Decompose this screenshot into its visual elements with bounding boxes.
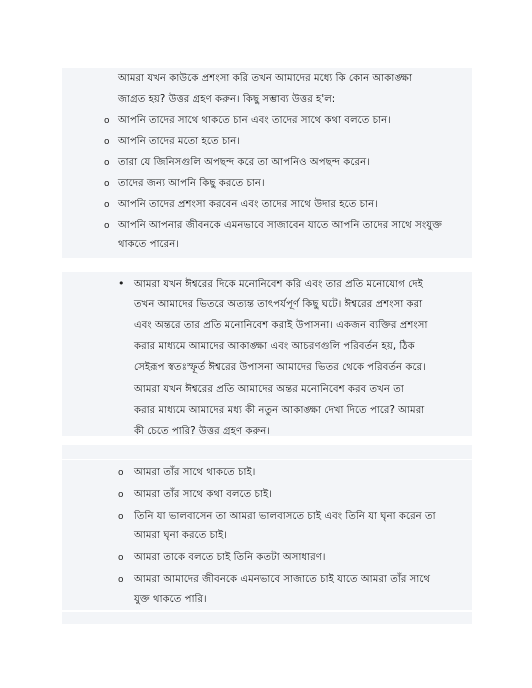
circle-bullet-icon: o [104,137,110,147]
circle-bullet-icon: o [118,553,124,563]
circle-bullet-icon: o [104,221,110,231]
list-item: তারা যে জিনিসগুলি অপছন্দ করে তা আপনিও অপছন্দ করেন। [118,157,370,168]
list-item-continuation: যুক্ত থাকতে পারি। [134,594,207,605]
list-item-continuation: থাকতে পারেন। [118,239,179,250]
list-item: আমরা তাঁর সাথে কথা বলতে চাই। [134,489,272,500]
circle-bullet-icon: o [104,179,110,189]
text-band [62,460,472,610]
list-item-continuation: আমরা ঘৃনা করতে চাই। [134,530,228,541]
paragraph-line: আমরা যখন ঈশ্বরের প্রতি আমাদের অন্তর মনোনিবেশ করব তখন তা [134,384,404,395]
paragraph-line: এবং অন্তরে তার প্রতি মনোনিবেশ করাই উপাসনা। একজন ব্যক্তির প্রশংসা [134,320,428,331]
list-item: আমরা আমাদের জীবনকে এমনভাবে সাজাতে চাই যাতে আমরা তাঁর সাথে [134,574,431,585]
text-band [62,445,472,459]
paragraph-line: তখন আমাদের ভিতরে অত্যন্ত তাৎপর্যপূর্ণ কিছু ঘটে। ঈশ্বরের প্রশংসা করা [134,299,423,310]
paragraph-line: সেইরূপ স্বতঃস্ফূর্ত ঈশ্বরের উপাসনা আমাদের ভিতর থেকে পরিবর্তন করে। [134,362,426,373]
circle-bullet-icon: o [118,575,124,585]
filled-bullet-icon: • [118,277,125,290]
text-band [62,612,472,624]
circle-bullet-icon: o [104,158,110,168]
paragraph-line: করার মাধ্যমে আমাদের আকাঙ্ক্ষা এবং আচরণগুলি পরিবর্তন হয়, ঠিক [134,341,415,352]
intro-line: জাগ্রত হয়? উত্তর গ্রহণ করুন। কিছু সম্ভাব্য উত্তর হ'ল: [118,94,336,105]
circle-bullet-icon: o [118,490,124,500]
paragraph-line: আমরা যখন ঈশ্বরের দিকে মনোনিবেশ করি এবং তার প্রতি মনোযোগ দেই [134,279,423,290]
intro-line: আমরা যখন কাউকে প্রশংসা করি তখন আমাদের মধ্যে কি কোন আকাঙ্ক্ষা [118,73,413,84]
list-item: আপনি তাদের প্রশংসা করবেন এবং তাদের সাথে উদার হতে চান। [118,199,378,210]
circle-bullet-icon: o [118,512,124,522]
circle-bullet-icon: o [104,200,110,210]
circle-bullet-icon: o [104,116,110,126]
list-item: আমরা তাঁর সাথে থাকতে চাই। [134,467,256,478]
paragraph-line: কী চেতে পারি? উত্তর গ্রহণ করুন। [134,426,271,437]
list-item: তিনি যা ভালবাসেন তা আমরা ভালবাসতে চাই এবং তিনি যা ঘৃনা করেন তা [134,511,436,522]
circle-bullet-icon: o [118,468,124,478]
list-item: আপনি আপনার জীবনকে এমনভাবে সাজাবেন যাতে আপনি তাদের সাথে সংযুক্ত [118,220,443,231]
list-item: আপনি তাদের মতো হতে চান। [118,136,241,147]
paragraph-line: করার মাধ্যমে আমাদের মধ্য কী নতুন আকাঙ্ক্ষা দেখা দিতে পারে? আমরা [134,405,425,416]
list-item: তাদের জন্য আপনি কিছু করতে চান। [118,178,265,189]
list-item: আপনি তাদের সাথে থাকতে চান এবং তাদের সাথে কথা বলতে চান। [118,115,391,126]
list-item: আমরা তাকে বলতে চাই তিনি কতটা অসাধারণ। [134,552,326,563]
